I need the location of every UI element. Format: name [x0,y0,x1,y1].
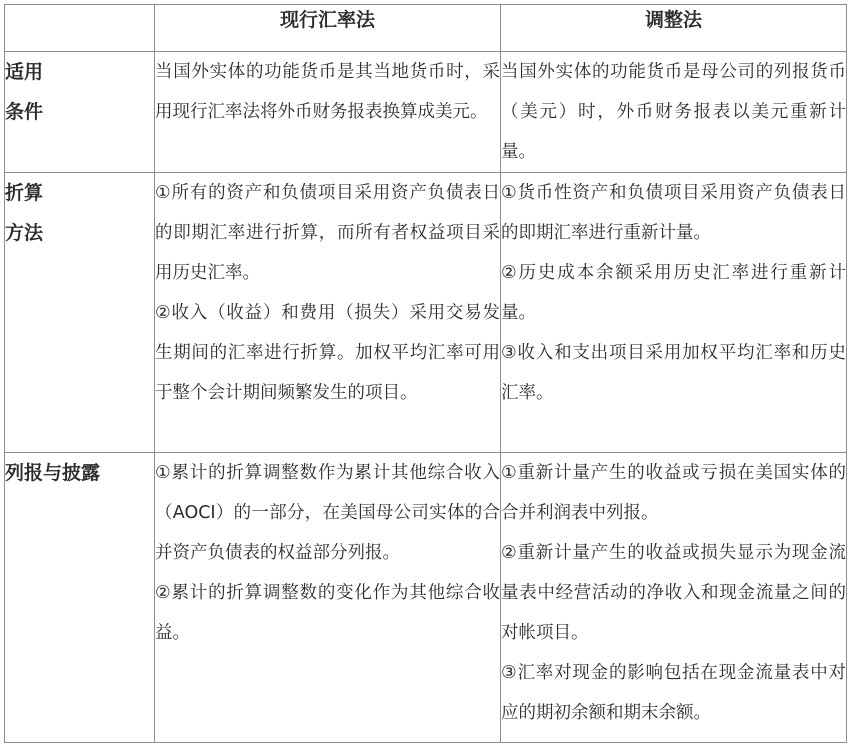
disclosure-remeasurement-cell [501,453,847,743]
cell-paragraph: 当国外实体的功能货币是母公司的列报货币（美元）时，外币财务报表以美元重新计量。 [501,62,846,162]
cell-paragraph: ②收入（收益）和费用（损失）采用交易发生期间的汇率进行折算。加权平均汇率可用于整个会计期间频繁发生的项目。 [155,303,500,403]
cell-paragraph: ①货币性资产和负债项目采用资产负债表日的即期汇率进行重新计量。 [501,183,846,243]
method-current-rate-cell [155,173,501,453]
table-row-conditions [5,52,847,173]
row-label-conditions [5,52,155,173]
cell-paragraph: 当国外实体的功能货币是其当地货币时，采用现行汇率法将外币财务报表换算成美元。 [155,62,500,122]
cell-paragraph: ③汇率对现金的影响包括在现金流量表中对应的期初余额和期末余额。 [501,663,846,723]
row-label-line: 适用 [5,61,44,83]
cell-paragraph: ②历史成本余额采用历史汇率进行重新计量。 [501,263,846,323]
row-label-disclosure [5,453,155,743]
row-label-line: 折算 [5,182,44,204]
corner-cell [5,5,155,52]
comparison-table [4,4,847,743]
cell-paragraph: ③收入和支出项目采用加权平均汇率和历史汇率。 [501,343,846,403]
conditions-remeasurement-cell [501,52,847,173]
cell-paragraph: ①所有的资产和负债项目采用资产负债表日的即期汇率进行折算，而所有者权益项目采用历史汇率。 [155,183,500,283]
row-label-line: 列报与披露 [5,462,101,484]
column-header-remeasurement: 调整法 [501,5,847,52]
conditions-current-rate-cell [155,52,501,173]
cell-paragraph: ①重新计量产生的收益或亏损在美国实体的合并利润表中列报。 [501,463,846,523]
cell-paragraph: ②重新计量产生的收益或损失显示为现金流量表中经营活动的净收入和现金流量之间的对帐项目。 [501,543,846,643]
row-label-method [5,173,155,453]
cell-paragraph: ②累计的折算调整数的变化作为其他综合收益。 [155,583,500,643]
method-remeasurement-cell [501,173,847,453]
disclosure-current-rate-cell [155,453,501,743]
column-header-current-rate: 现行汇率法 [155,5,501,52]
row-label-line: 方法 [5,222,44,244]
table-row-method [5,173,847,453]
row-label-line: 条件 [5,101,44,123]
table-row-disclosure [5,453,847,743]
cell-paragraph: ①累计的折算调整数作为累计其他综合收入（AOCI）的一部分，在美国母公司实体的合并资产负债表的权益部分列报。 [155,463,500,563]
